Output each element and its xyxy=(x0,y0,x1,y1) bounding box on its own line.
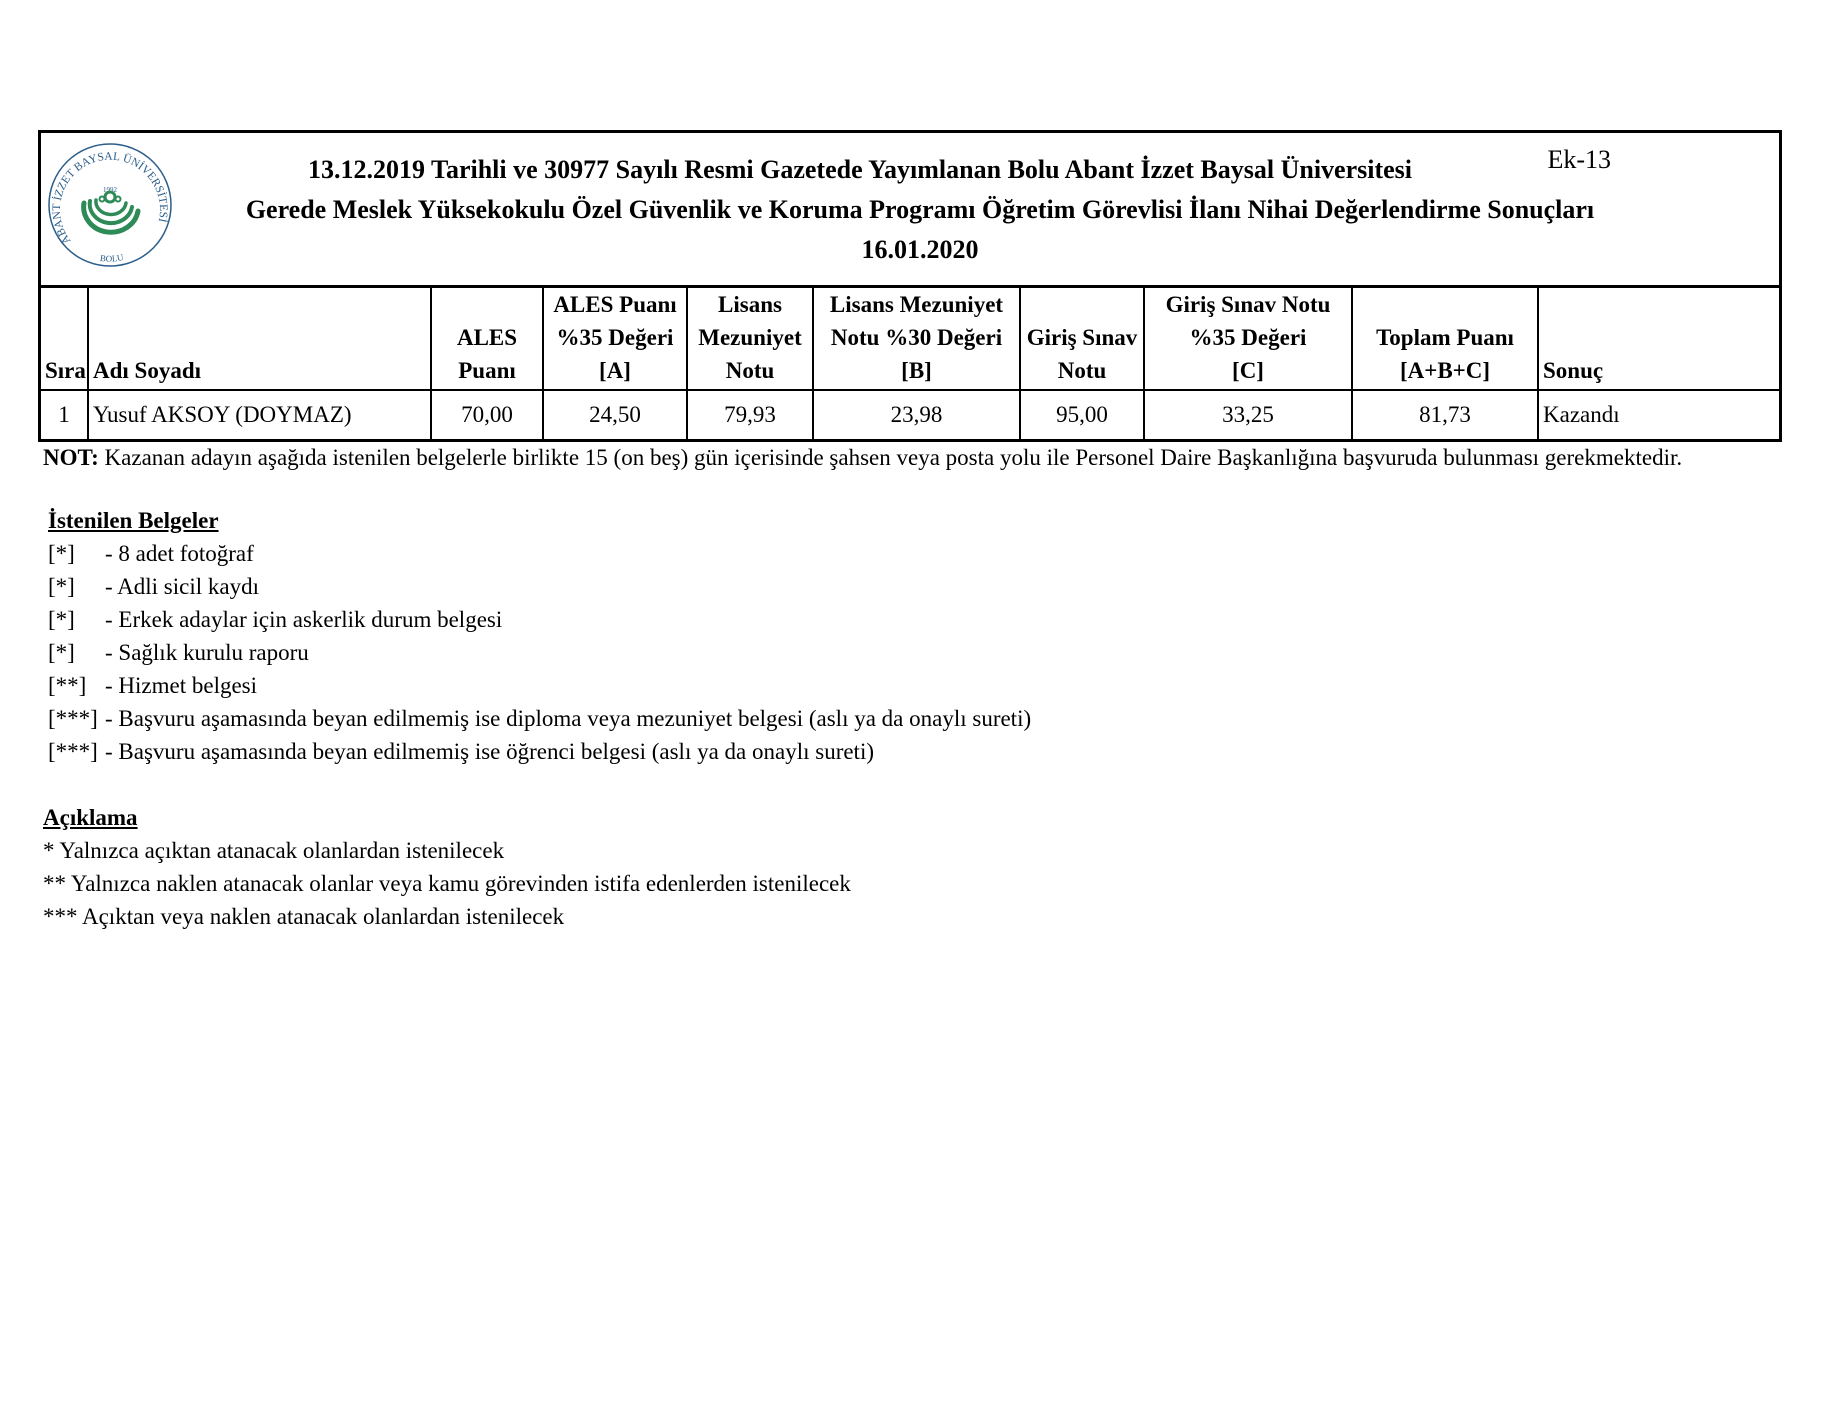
column-header: Sıra xyxy=(41,288,88,390)
explanation-title: Açıklama xyxy=(43,805,138,830)
list-item-text: - Başvuru aşamasında beyan edilmemiş ise öğrenci belgesi (aslı ya da onaylı sureti) xyxy=(105,739,874,764)
explanation-line: ** Yalnızca naklen atanacak olanlar veya kamu görevinden istifa edenlerden istenilecek xyxy=(43,871,851,896)
column-header: ALES Puanı xyxy=(431,288,543,390)
results-document-frame xyxy=(38,130,1782,442)
column-header: Lisans Mezuniyet Notu xyxy=(687,288,813,390)
cell-ales-score: 70,00 xyxy=(431,390,543,439)
list-item xyxy=(43,636,1682,669)
cell-rank: 1 xyxy=(41,390,88,439)
note-label: NOT: xyxy=(43,445,99,470)
list-item-marker: [*] xyxy=(48,640,75,665)
column-header: ALES Puanı %35 Değeri [A] xyxy=(543,288,687,390)
list-item xyxy=(43,537,1682,570)
document-titles xyxy=(161,150,1679,270)
required-documents-list xyxy=(43,537,1682,768)
column-header: Giriş Sınav Notu xyxy=(1020,288,1144,390)
list-item xyxy=(43,702,1682,735)
announcement-date: 16.01.2020 xyxy=(861,235,979,264)
cell-name: Yusuf AKSOY (DOYMAZ) xyxy=(88,390,431,439)
list-item xyxy=(43,603,1682,636)
list-item-text: - Adli sicil kaydı xyxy=(105,574,259,599)
logo-ring-text: ABANT İZZET BAYSAL ÜNİVERSİTESİ xyxy=(50,150,170,247)
list-item-marker: [*] xyxy=(48,541,75,566)
explanation-line: *** Açıktan veya naklen atanacak olanlardan istenilecek xyxy=(43,904,565,929)
title-line-2: Gerede Meslek Yüksekokulu Özel Güvenlik ve Koruma Programı Öğretim Görevlisi İlanı Nihai Değerlendirme Sonuçları xyxy=(245,195,1595,224)
logo-emblem xyxy=(84,192,138,232)
annex-label: Ek-13 xyxy=(1547,145,1611,174)
results-table xyxy=(41,288,1779,439)
cell-graduation-30: 23,98 xyxy=(813,390,1020,439)
cell-exam-35: 33,25 xyxy=(1144,390,1352,439)
cell-graduation-grade: 79,93 xyxy=(687,390,813,439)
list-item-marker: [*] xyxy=(48,607,75,632)
logo-year: 1992 xyxy=(103,186,117,194)
note-text: Kazanan adayın aşağıda istenilen belgelerle birlikte 15 (on beş) gün içerisinde şahsen veya posta yolu ile Personel Daire Başkanlığına başvuruda bulunması gerekmektedir. xyxy=(98,445,1683,470)
list-item xyxy=(43,570,1682,603)
list-item-text: - 8 adet fotoğraf xyxy=(105,541,254,566)
document-header xyxy=(41,133,1779,288)
table-header-row xyxy=(41,288,1779,390)
list-item-marker: [***] xyxy=(48,706,98,731)
logo-bottom-text: BOLU xyxy=(99,252,125,264)
list-item-text: - Sağlık kurulu raporu xyxy=(105,640,309,665)
cell-total-score: 81,73 xyxy=(1352,390,1538,439)
explanation-line: * Yalnızca açıktan atanacak olanlardan istenilecek xyxy=(43,838,505,863)
column-header: Adı Soyadı xyxy=(88,288,431,390)
column-header: Lisans Mezuniyet Notu %30 Değeri [B] xyxy=(813,288,1020,390)
list-item-marker: [***] xyxy=(48,739,98,764)
list-item xyxy=(43,669,1682,702)
cell-result: Kazandı xyxy=(1538,390,1779,439)
column-header: Toplam Puanı [A+B+C] xyxy=(1352,288,1538,390)
table-row xyxy=(41,390,1779,439)
note-paragraph xyxy=(43,441,1682,474)
list-item-text: - Başvuru aşamasında beyan edilmemiş ise diploma veya mezuniyet belgesi (aslı ya da onaylı sureti) xyxy=(105,706,1032,731)
list-item-marker: [*] xyxy=(48,574,75,599)
cell-ales-35: 24,50 xyxy=(543,390,687,439)
list-item-text: - Hizmet belgesi xyxy=(105,673,258,698)
column-header: Sonuç xyxy=(1538,288,1779,390)
list-item-text: - Erkek adaylar için askerlik durum belgesi xyxy=(105,607,503,632)
column-header: Giriş Sınav Notu %35 Değeri [C] xyxy=(1144,288,1352,390)
cell-exam-grade: 95,00 xyxy=(1020,390,1144,439)
explanation-list xyxy=(43,834,1682,933)
list-item xyxy=(43,735,1682,768)
required-documents-title: İstenilen Belgeler xyxy=(48,508,219,533)
document-body xyxy=(43,441,1682,933)
list-item-marker: [**] xyxy=(48,673,87,698)
title-line-1: 13.12.2019 Tarihli ve 30977 Sayılı Resmi Gazetede Yayımlanan Bolu Abant İzzet Baysal Üniversitesi xyxy=(307,155,1413,184)
university-logo xyxy=(46,141,174,269)
